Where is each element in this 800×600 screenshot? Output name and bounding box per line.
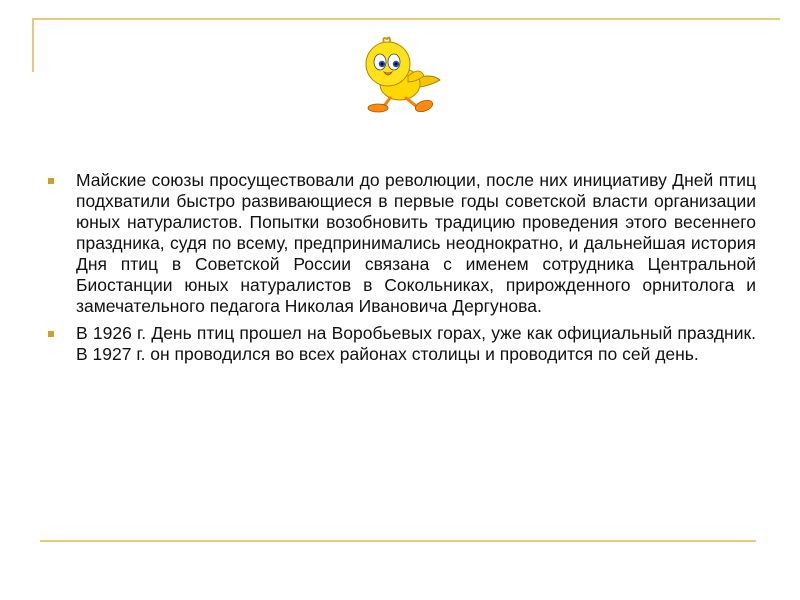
cartoon-yellow-bird-icon [354, 36, 446, 116]
content-text [48, 170, 756, 371]
bullet-item [48, 170, 756, 317]
frame-top-line [32, 18, 780, 20]
frame-left-line [32, 18, 34, 72]
bullet-text: Майские союзы просуществовали до революции, после них инициативу Дней птиц подхватили быстро развивающиеся в первые годы советской власти организации юных натуралистов. Попытки возобновить традицию проведения этого весеннего праздника, судя по всему, предпринимались неоднократно, и дальнейшая история Дня птиц в Советской России связана с именем сотрудника Центральной Биостанции юных натуралистов в Сокольниках, прирожденного орнитолога и замечательного педагога Николая Ивановича Дергунова. [76, 170, 756, 316]
bullet-text: В 1926 г. День птиц прошел на Воробьевых горах, уже как официальный праздник. В 1927 г. он проводился во всех районах столицы и проводится по сей день. [76, 323, 756, 364]
frame-bottom-line [40, 540, 756, 542]
bullet-item [48, 323, 756, 365]
bullet-square-icon [48, 331, 54, 337]
bullet-square-icon [48, 178, 54, 184]
